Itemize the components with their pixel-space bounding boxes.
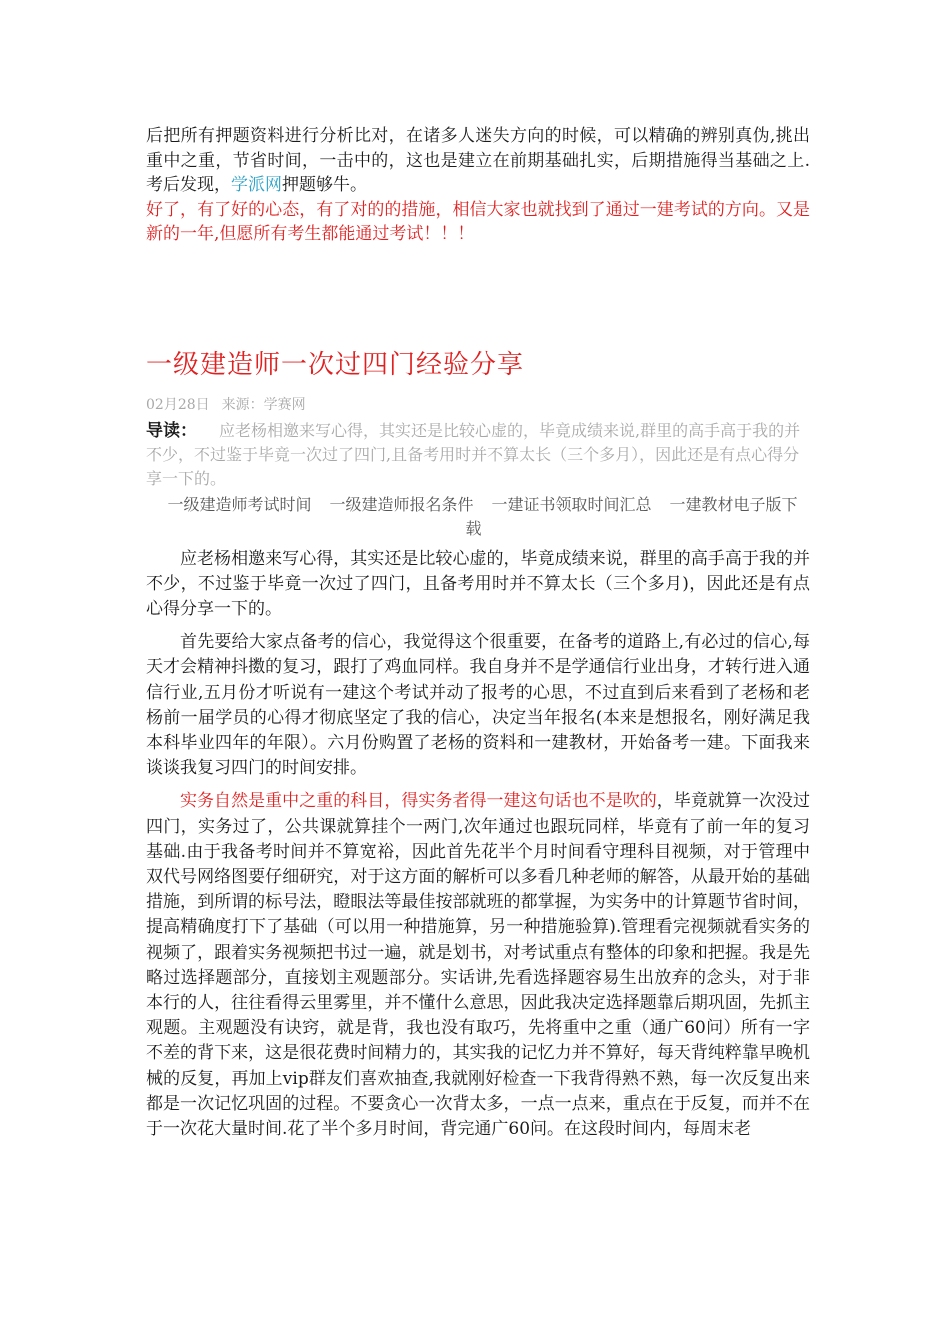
prev-closing-paragraph: 好了，有了好的心态，有了对的的措施，相信大家也就找到了通过一建考试的方向。又是新的一年,但愿所有考生都能通过考试！！！ — [146, 199, 810, 244]
related-link-certificate[interactable]: 一建证书领取时间汇总 — [491, 494, 652, 514]
body-paragraph-1: 应老杨相邀来写心得，其实还是比较心虚的，毕竟成绩来说，群里的高手高于我的并不少，不过鉴于毕竟一次过了四门，且备考用时并不算太长（三个多月)，因此还是有点心得分享一下的。 — [146, 548, 810, 619]
prev-text-end: 押题够牛。 — [282, 175, 367, 195]
prev-text: 后把所有押题资料进行分析比对，在诸多人迷失方向的时候，可以精确的辨别真伪,挑出重中之重，节省时间，一击中的，这也是建立在前期基础扎实，后期措施得当基础之上.考后发现， — [146, 126, 810, 195]
article-intro — [146, 419, 810, 491]
related-link-exam-time[interactable]: 一级建造师考试时间 — [167, 494, 312, 514]
prev-paragraph — [146, 124, 810, 198]
related-link-registration[interactable]: 一级建造师报名条件 — [329, 494, 474, 514]
related-link-textbook[interactable]: 一建教材电子版下载 — [465, 494, 798, 538]
related-links — [146, 493, 810, 541]
intro-label: 导读： — [146, 420, 197, 441]
body-paragraph-3 — [146, 789, 810, 1142]
article-meta — [146, 395, 810, 415]
article-date: 02月28日 — [146, 396, 210, 413]
spacer — [146, 247, 810, 345]
article-source: 来源：学赛网 — [221, 396, 306, 413]
body-paragraph-3-rest: ，毕竟就算一次没过四门，实务过了，公共课就算挂个一两门,次年通过也跟玩同样，毕竟有了前一年的复习基础.由于我备考时间并不算宽裕，因此首先花半个月时间看守理科目视频，对于管理中双代号网络图要仔细研究，对于这方面的解析可以多看几种老师的解答，从最开始的基础措施，到所谓的标号法，瞪眼法等最佳按部就班的都掌握，为实务中的计算题节省时间，提高精确度打下了基础（可以用一种措施算，另一种措施验算).管理看完视频就看实务的视频了，跟着实务视频把书过一遍，就是划书，对考试重点有整体的印象和把握。我是先略过选择题部分，直接划主观题部分。实话讲,先看选择题容易生出放弃的念头，对于非本行的人，往往看得云里雾里，并不懂什么意思，因此我决定选择题靠后期巩固，先抓主观题。主观题没有诀窍，就是背，我也没有取巧，先将重中之重（通广60问）所有一字不差的背下来，这是很花费时间精力的，其实我的记忆力并不算好，每天背纯粹靠早晚机械的反复，再加上vip群友们喜欢抽查,我就刚好检查一下我背得熟不熟，每一次反复出来都是一次记忆巩固的过程。不要贪心一次背太多，一点一点来，重点在于反复，而并不在于一次花大量时间.花了半个多月时间，背完通广60问。在这段时间内，每周末老 — [146, 791, 811, 1139]
document-page — [146, 124, 810, 1150]
body-paragraph-3-highlight: 实务自然是重中之重的科目，得实务者得一建这句话也不是吹的 — [180, 791, 657, 812]
body-paragraph-2: 首先要给大家点备考的信心，我觉得这个很重要，在备考的道路上,有必过的信心,每天才会精神抖擞的复习，跟打了鸡血同样。我自身并不是学通信行业出身，才转行进入通信行业,五月份才听说有一建这个考试并动了报考的心思，不过直到后来看到了老杨和老杨前一届学员的心得才彻底坚定了我的信心，决定当年报名(本来是想报名，刚好满足我本科毕业四年的年限）。六月份购置了老杨的资料和一建教材，开始备考一建。下面我来谈谈我复习四门的时间安排。 — [146, 632, 810, 779]
article-title: 一级建造师一次过四门经验分享 — [146, 349, 525, 380]
xuepai-link[interactable]: 学派网 — [231, 175, 282, 195]
intro-text: 应老杨相邀来写心得，其实还是比较心虚的，毕竟成绩来说,群里的高手高于我的并不少，不过鉴于毕竟一次过了四门,且备考用时并不算太长（三个多月），因此还是有点心得分享一下的。 — [146, 420, 801, 488]
